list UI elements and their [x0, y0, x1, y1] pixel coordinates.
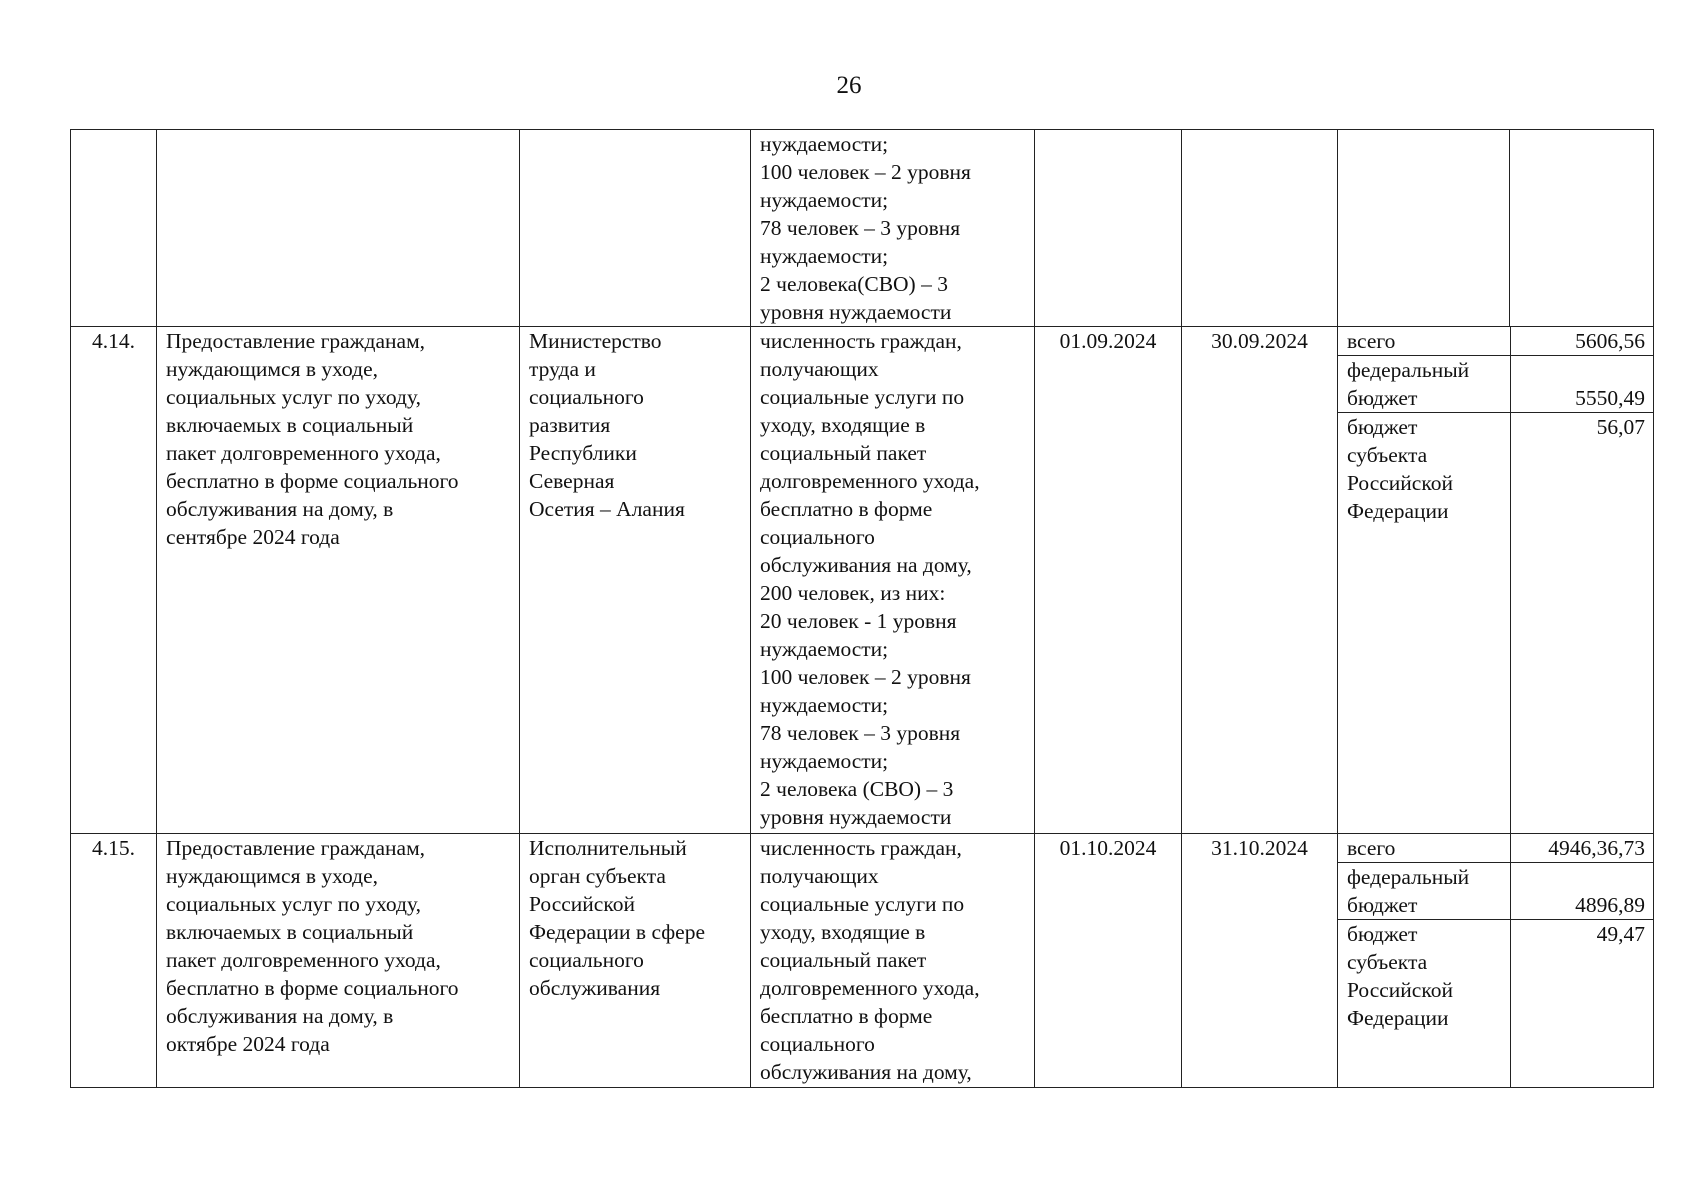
finance-value-cell	[1510, 130, 1654, 327]
total-label: всего	[1347, 329, 1396, 353]
row-number: 4.15.	[71, 833, 157, 1088]
measure-cell	[157, 130, 520, 327]
start-date: 01.10.2024	[1035, 833, 1182, 1088]
table-row	[71, 327, 1654, 834]
regional-label: бюджет субъекта Российской Федерации	[1347, 921, 1453, 1030]
total-value: 4946,36,73	[1510, 834, 1654, 863]
measure-cell	[157, 327, 520, 834]
continuation-row	[71, 130, 1654, 327]
indicator-cell	[751, 327, 1035, 834]
end-date: 30.09.2024	[1182, 327, 1338, 834]
federal-label: федеральный бюджет	[1347, 864, 1470, 917]
regional-value: 49,47	[1510, 919, 1654, 1087]
executor-text: Министерство труда и социального развития Республики Северная Осетия – Алания	[529, 329, 685, 521]
regional-label: бюджет субъекта Российской Федерации	[1347, 415, 1453, 523]
finance-table	[1338, 834, 1654, 1088]
start-date-cell	[1035, 130, 1182, 327]
finance-label-cell	[1338, 130, 1510, 327]
indicator-text: численность граждан, получающих социальные услуги по уходу, входящие в социальный пакет долговременного ухода, бесплатно в форме социального обслуживания на дому, 200 человек, из них: 20 человек - 1 уровня нуждаемости; 100 человек – 2 уровня нуждаемости; 78 человек – 3 уровня нуждаемости; 2 человека (СВО) – 3 уровня нуждаемости	[760, 329, 980, 829]
measure-cell	[157, 833, 520, 1088]
page-number: 26	[836, 72, 862, 99]
regional-value: 56,07	[1510, 413, 1654, 833]
federal-value: 4896,89	[1510, 862, 1654, 919]
executor-cell	[520, 130, 751, 327]
indicator-text: нуждаемости; 100 человек – 2 уровня нуждаемости; 78 человек – 3 уровня нуждаемости; 2 человека(СВО) – 3 уровня нуждаемости	[760, 132, 971, 324]
start-date: 01.09.2024	[1035, 327, 1182, 834]
executor-cell	[520, 327, 751, 834]
table-row	[71, 833, 1654, 1088]
measure-text: Предоставление гражданам, нуждающимся в уходе, социальных услуг по уходу, включаемых в социальный пакет долговременного ухода, бесплатно в форме социального обслуживания на дому, в сентябре 2024 года	[166, 329, 459, 549]
total-value: 5606,56	[1510, 327, 1654, 356]
executor-cell	[520, 833, 751, 1088]
num-cell	[71, 130, 157, 327]
end-date-cell	[1182, 130, 1338, 327]
indicator-cell	[751, 130, 1035, 327]
federal-label: федеральный бюджет	[1347, 358, 1470, 410]
program-table	[70, 129, 1654, 1088]
indicator-cell	[751, 833, 1035, 1088]
finance-cell	[1338, 327, 1654, 834]
measure-text: Предоставление гражданам, нуждающимся в уходе, социальных услуг по уходу, включаемых в социальный пакет долговременного ухода, бесплатно в форме социального обслуживания на дому, в октябре 2024 года	[166, 835, 459, 1056]
row-number: 4.14.	[71, 327, 157, 834]
federal-value: 5550,49	[1510, 356, 1654, 413]
total-label: всего	[1347, 835, 1396, 860]
finance-cell	[1338, 833, 1654, 1088]
executor-text: Исполнительный орган субъекта Российской Федерации в сфере социального обслуживания	[529, 835, 706, 1000]
finance-table	[1338, 327, 1654, 833]
indicator-text: численность граждан, получающих социальные услуги по уходу, входящие в социальный пакет долговременного ухода, бесплатно в форме социального обслуживания на дому,	[760, 835, 980, 1084]
end-date: 31.10.2024	[1182, 833, 1338, 1088]
